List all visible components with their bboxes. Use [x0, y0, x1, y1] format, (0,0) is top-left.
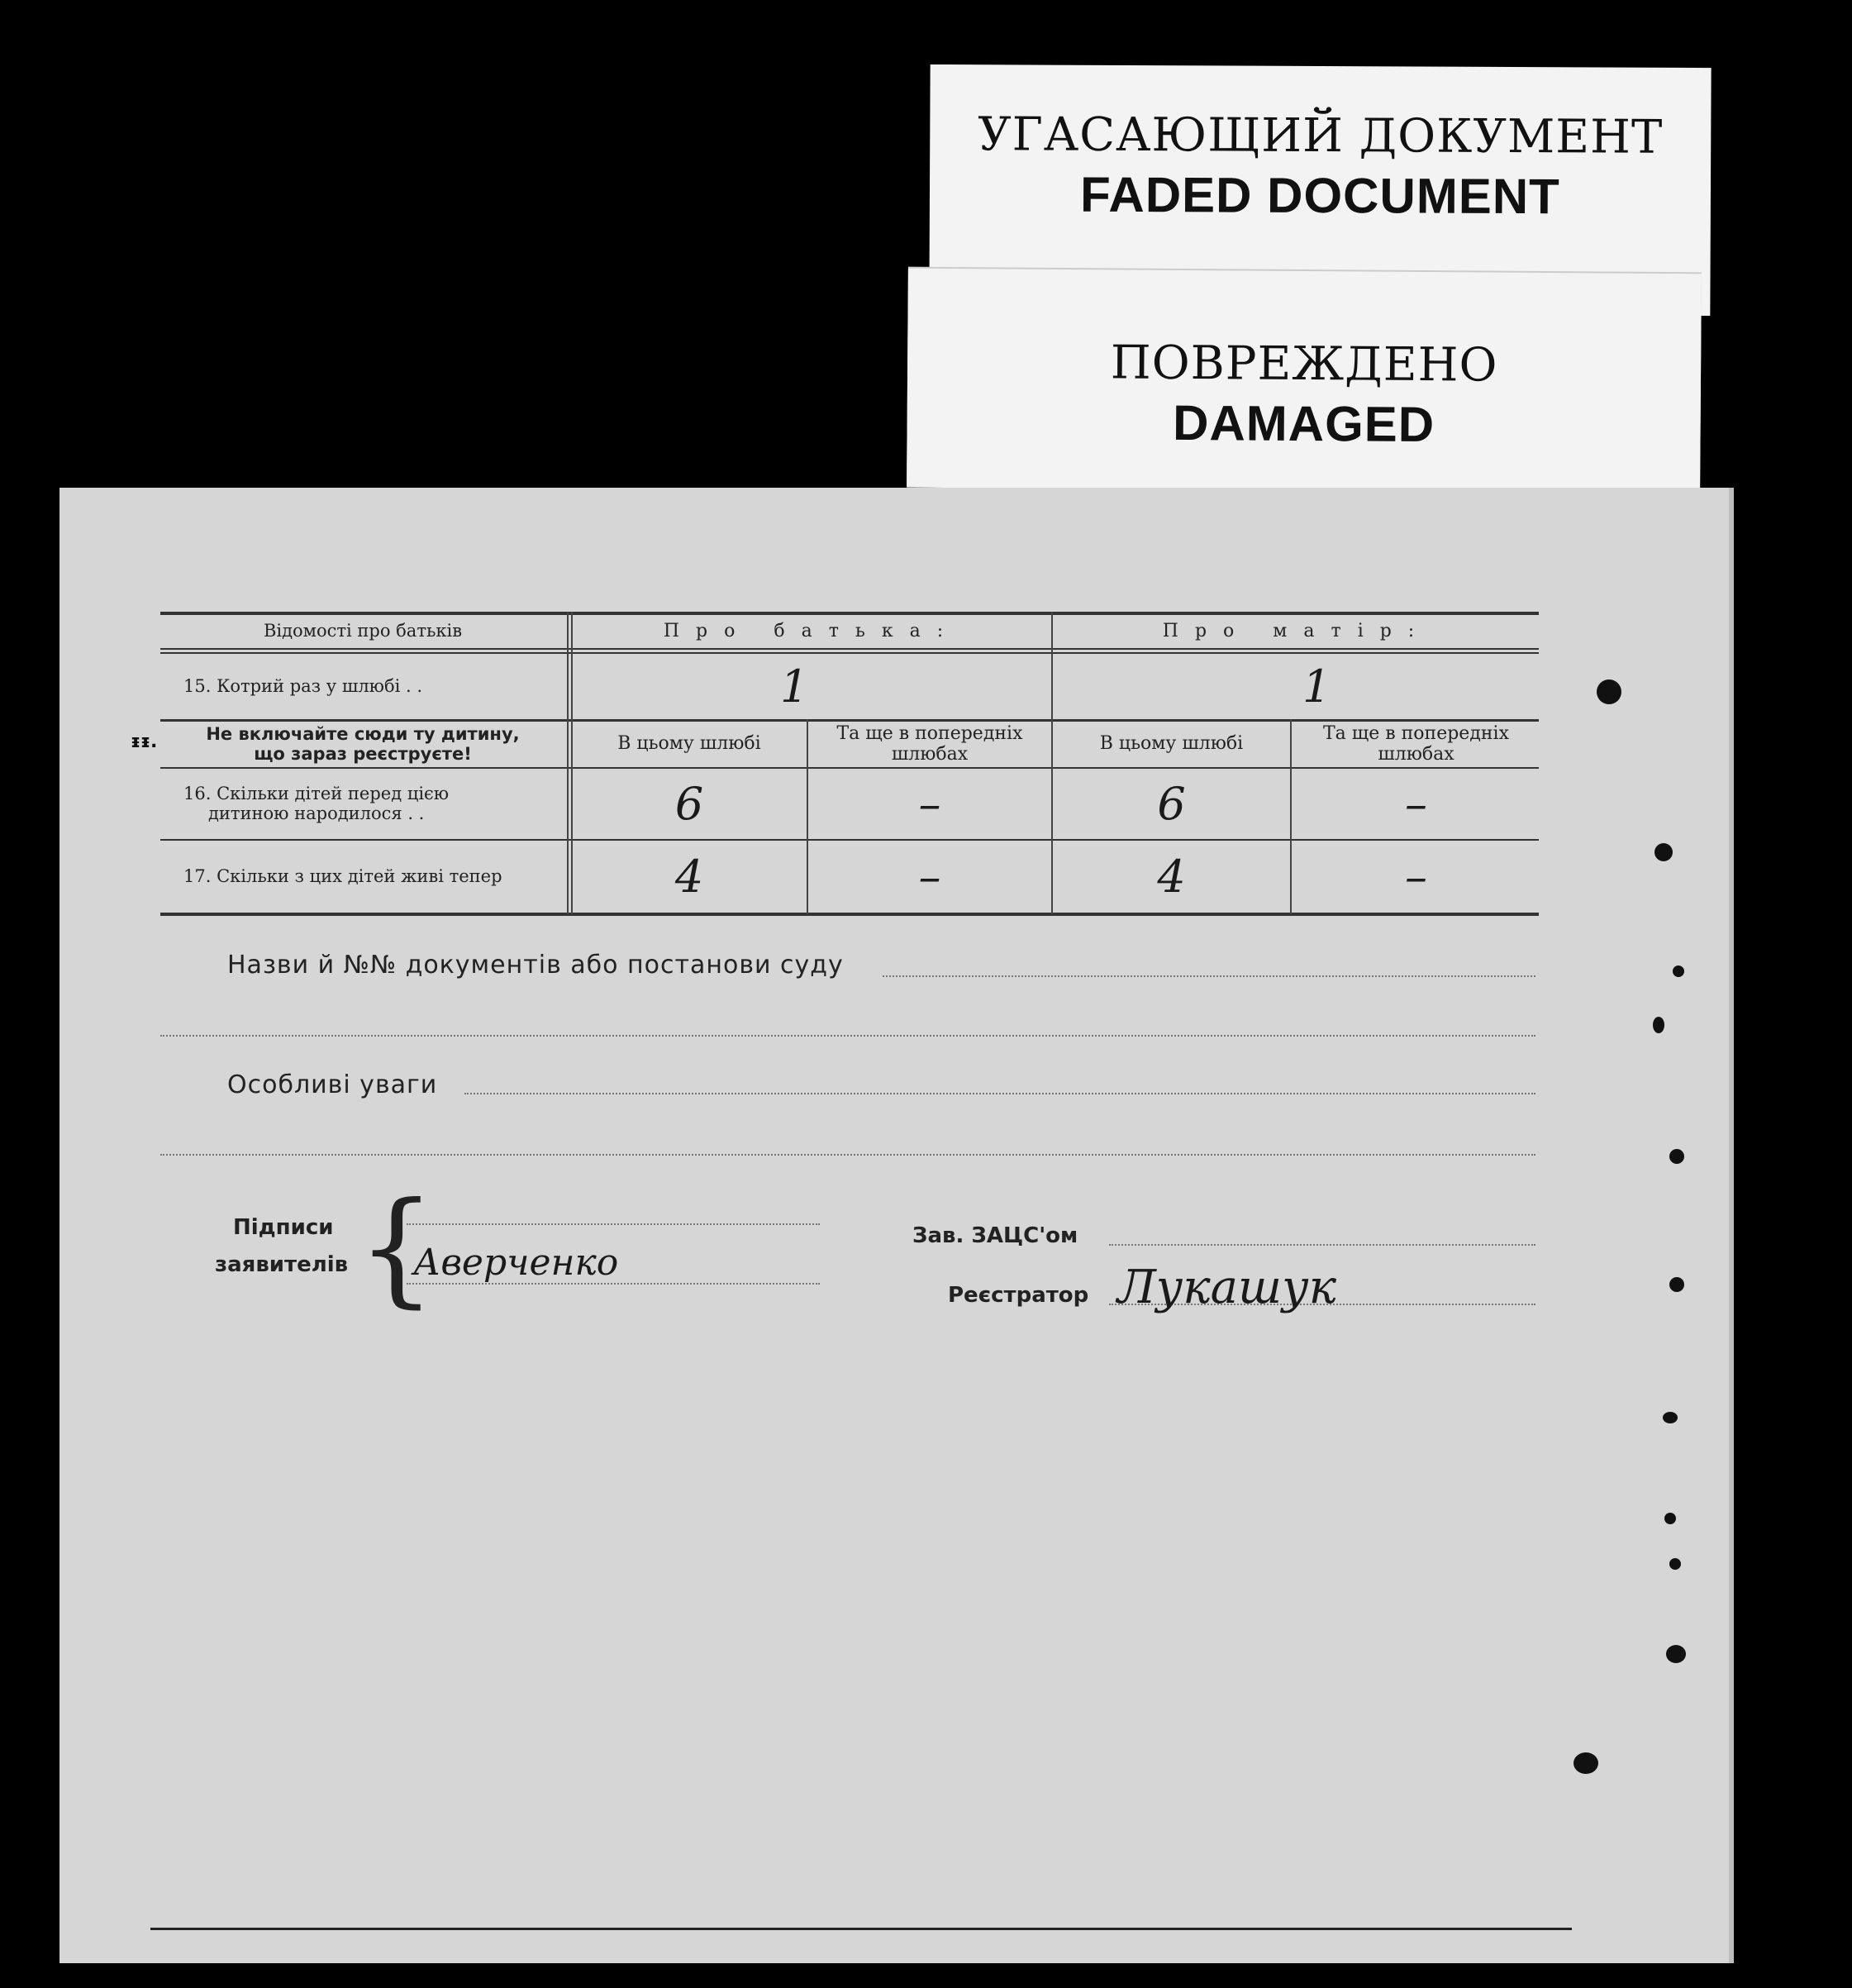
note-line-1: Не включайте сюди ту дитину, [206, 724, 520, 745]
binding-hole [1597, 679, 1621, 704]
table-col-line [807, 719, 808, 914]
applicants-brace: { [357, 1176, 436, 1320]
header-parents-info: Відомості про батьків [263, 621, 463, 641]
applicant-signature: Аверченко [413, 1242, 619, 1284]
table-col-line [571, 612, 573, 914]
row15-label: 15. Котрий раз у шлюбі . . [183, 675, 423, 696]
row16-mother-prev: – [1405, 777, 1427, 830]
applicants-label-line-2: заявителів [215, 1252, 349, 1277]
table-col-line [1051, 612, 1053, 914]
binding-hole [1669, 1149, 1684, 1164]
header-mother: Про матір: [1162, 620, 1431, 641]
table-col-line [1290, 719, 1292, 914]
bottom-rule [150, 1928, 1572, 1930]
documents-dotted-line-2 [160, 1035, 1535, 1037]
header-father: Про батька: [663, 620, 960, 641]
row16-label-line-1: 16. Скільки дітей перед цією [183, 784, 450, 804]
sub-mother-prev-marriages: Та ще в попередніх шлюбах [1323, 723, 1509, 765]
row17-father-this: 4 [674, 850, 704, 903]
remarks-dotted-line [464, 1093, 1535, 1094]
applicants-label-line-1: Підписи [233, 1215, 334, 1240]
binding-hole [1573, 1752, 1598, 1774]
row17-mother-this: 4 [1157, 850, 1186, 903]
sub-father-this-marriage: В цьому шлюбі [617, 733, 761, 755]
row17-mother-prev: – [1405, 850, 1427, 903]
margin-mark: ᵻᵻ. [131, 732, 158, 752]
row15-mother-value: 1 [1302, 660, 1331, 713]
binding-hole [1669, 1558, 1681, 1570]
remarks-dotted-line-2 [160, 1154, 1535, 1156]
remarks-label: Особливі уваги [227, 1070, 438, 1099]
documents-dotted-line [883, 975, 1535, 977]
note-exclude-child [160, 722, 565, 767]
binding-hole [1673, 965, 1684, 977]
registrar-label: Реєстратор [948, 1283, 1089, 1308]
binding-hole [1666, 1645, 1686, 1663]
binding-hole [1669, 1277, 1684, 1292]
head-office-dotted-line [1109, 1244, 1535, 1246]
row17-father-prev: – [918, 850, 941, 903]
row16-label-line-2: дитиною народилося . . [208, 803, 425, 823]
row16-father-prev: – [918, 777, 941, 830]
table-col-line [567, 612, 569, 914]
binding-hole [1654, 843, 1673, 861]
registrar-signature: Лукашук [1117, 1261, 1337, 1314]
documents-label: Назви й №№ документів або постанови суду [227, 951, 844, 980]
row17-label: 17. Скільки з цих дітей живі тепер [183, 865, 502, 886]
faded-label-english: FADED DOCUMENT [1079, 166, 1560, 225]
table-bottom-rule [160, 913, 1539, 916]
binding-hole [1664, 1513, 1676, 1524]
damaged-label-english: DAMAGED [1172, 394, 1435, 453]
applicant-dotted-line-1 [407, 1223, 820, 1225]
row16-label [183, 769, 564, 839]
row16-father-this: 6 [674, 777, 704, 830]
sub-mother-this-marriage: В цьому шлюбі [1099, 733, 1244, 755]
faded-label-russian: УГАСАЮЩИЙ ДОКУМЕНТ [978, 107, 1664, 164]
table-line [160, 648, 1539, 650]
parents-table [160, 612, 1539, 918]
row16-mother-this: 6 [1157, 777, 1186, 830]
sub-father-prev-marriages: Та ще в попередніх шлюбах [836, 723, 1023, 765]
head-office-label: Зав. ЗАЦС'ом [912, 1223, 1078, 1248]
damaged-document-label [907, 269, 1702, 493]
damaged-label-russian: ПОВРЕЖДЕНО [1110, 336, 1498, 393]
binding-hole [1663, 1412, 1678, 1423]
record-sheet [60, 488, 1734, 1963]
note-line-2: що зараз реєструєте! [254, 743, 472, 764]
row15-father-value: 1 [780, 660, 809, 713]
binding-hole [1653, 1017, 1664, 1033]
